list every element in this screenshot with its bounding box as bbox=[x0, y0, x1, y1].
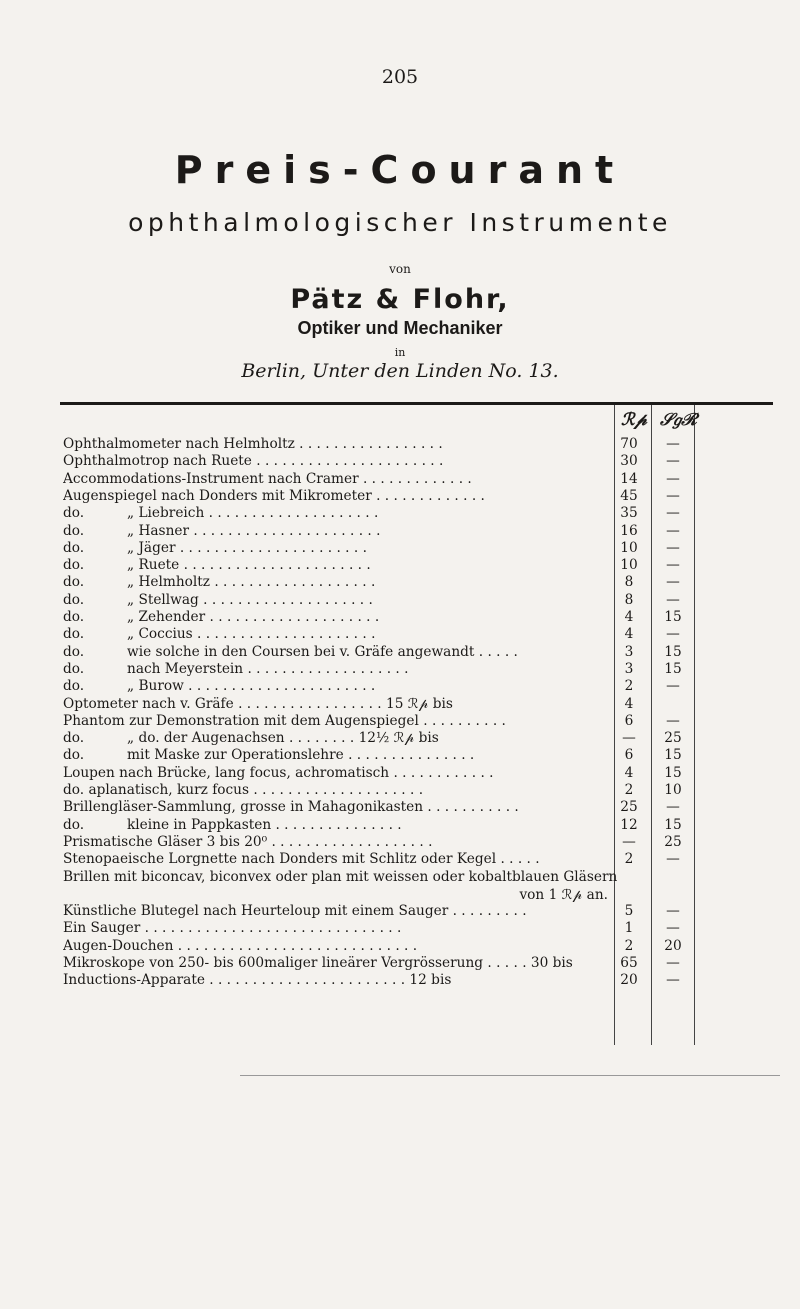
price-silbergroschen: — bbox=[666, 574, 680, 591]
price-row bbox=[63, 557, 619, 574]
price-thaler: 2 bbox=[624, 782, 634, 798]
price-row bbox=[63, 661, 619, 678]
currency-header-thaler: ℛ𝓅 bbox=[621, 410, 647, 430]
price-thaler: 45 bbox=[620, 487, 638, 504]
price-thaler: 3 bbox=[624, 643, 634, 660]
item-detail: „ do. der Augenachsen . . . . . . . . 12½ ℛ𝓅 bis bbox=[127, 730, 439, 747]
price-thaler: 8 bbox=[624, 574, 634, 591]
header-rule bbox=[60, 402, 773, 405]
price-silbergroschen: 15 bbox=[664, 643, 682, 660]
price-row bbox=[63, 592, 619, 609]
price-thaler: 30 bbox=[620, 453, 638, 470]
price-silbergroschen: — bbox=[666, 505, 680, 522]
price-row bbox=[63, 730, 619, 747]
von-label: von bbox=[389, 262, 411, 276]
item-detail: wie solche in den Coursen bei v. Gräfe angewandt . . . . . bbox=[127, 643, 518, 660]
price-silbergroschen: — bbox=[666, 799, 680, 816]
price-silbergroschen: — bbox=[666, 920, 680, 937]
price-silbergroschen bbox=[653, 869, 693, 886]
price-row bbox=[63, 903, 619, 920]
item-detail: kleine in Pappkasten . . . . . . . . . . . . . . . bbox=[127, 816, 402, 833]
price-thaler bbox=[609, 886, 649, 903]
price-row bbox=[63, 972, 619, 989]
price-silbergroschen: — bbox=[666, 487, 680, 504]
price-row bbox=[63, 523, 619, 540]
price-thaler: — bbox=[622, 730, 636, 747]
price-silbergroschen: — bbox=[666, 903, 680, 920]
firm-name: Pätz & Flohr, bbox=[290, 284, 510, 315]
price-row bbox=[63, 938, 619, 955]
price-thaler: 10 bbox=[620, 557, 638, 574]
item-detail: „ Coccius . . . . . . . . . . . . . . . . . . . . . bbox=[127, 626, 376, 643]
price-silbergroschen: 15 bbox=[664, 747, 682, 764]
price-silbergroschen: 15 bbox=[664, 764, 682, 781]
price-thaler: 10 bbox=[620, 539, 638, 556]
trade-line: Optiker und Mechaniker bbox=[297, 318, 503, 338]
item-label: do. bbox=[63, 557, 85, 574]
price-row bbox=[63, 765, 619, 782]
item-label: do. bbox=[63, 730, 85, 747]
item-label: Prismatische Gläser 3 bis 20⁰ . . . . . . . . . . . . . . . . . . . bbox=[63, 833, 433, 850]
item-detail: „ Burow . . . . . . . . . . . . . . . . . . . . . . bbox=[127, 678, 376, 695]
item-label: do. bbox=[63, 626, 85, 643]
item-label: Optometer nach v. Gräfe . . . . . . . . . . . . . . . . . 15 ℛ𝓅 bis bbox=[63, 695, 453, 712]
price-thaler: 4 bbox=[624, 609, 634, 625]
item-label: Ein Sauger . . . . . . . . . . . . . . . . . . . . . . . . . . . . . . bbox=[63, 920, 402, 937]
price-thaler: 4 bbox=[624, 695, 634, 712]
price-silbergroschen: 20 bbox=[664, 937, 682, 954]
price-silbergroschen bbox=[653, 886, 693, 903]
price-row bbox=[63, 626, 619, 643]
price-thaler: 65 bbox=[620, 955, 638, 971]
price-row bbox=[63, 609, 619, 626]
price-row bbox=[63, 574, 619, 591]
item-label: do. aplanatisch, kurz focus . . . . . . . . . . . . . . . . . . . . bbox=[63, 782, 424, 798]
price-row bbox=[63, 955, 619, 972]
item-label: do. bbox=[63, 574, 85, 591]
item-label: Augenspiegel nach Donders mit Mikrometer . . . . . . . . . . . . . bbox=[63, 487, 485, 504]
price-silbergroschen: — bbox=[666, 712, 680, 729]
item-detail: „ Zehender . . . . . . . . . . . . . . . . . . . . bbox=[127, 609, 380, 625]
price-thaler: 3 bbox=[624, 660, 634, 677]
price-row bbox=[63, 713, 619, 730]
item-detail: „ Liebreich . . . . . . . . . . . . . . . . . . . . bbox=[127, 505, 379, 522]
item-label: do. bbox=[63, 522, 85, 539]
price-row bbox=[63, 799, 619, 816]
price-silbergroschen: — bbox=[666, 955, 680, 971]
price-thaler bbox=[609, 869, 649, 886]
item-label: Phantom zur Demonstration mit dem Augenspiegel . . . . . . . . . . bbox=[63, 712, 506, 729]
price-row bbox=[63, 747, 619, 764]
item-label: Ophthalmotrop nach Ruete . . . . . . . . . . . . . . . . . . . . . . bbox=[63, 453, 444, 470]
price-silbergroschen: — bbox=[666, 436, 680, 452]
item-label: Stenopaeische Lorgnette nach Donders mit Schlitz oder Kegel . . . . . bbox=[63, 851, 540, 868]
price-thaler: — bbox=[622, 833, 636, 850]
item-detail: „ Stellwag . . . . . . . . . . . . . . . . . . . . bbox=[127, 591, 373, 608]
price-silbergroschen: — bbox=[666, 522, 680, 539]
item-label: do. bbox=[63, 660, 85, 677]
price-thaler: 16 bbox=[620, 522, 638, 539]
item-detail: „ Helmholtz . . . . . . . . . . . . . . . . . . . bbox=[127, 574, 376, 591]
item-label: do. bbox=[63, 643, 85, 660]
page-number: 205 bbox=[381, 66, 419, 88]
price-row bbox=[63, 869, 619, 886]
price-thaler: 14 bbox=[620, 470, 638, 487]
price-row bbox=[63, 436, 619, 453]
price-thaler: 20 bbox=[620, 972, 638, 989]
address-line: Berlin, Unter den Linden No. 13. bbox=[241, 360, 559, 382]
price-row bbox=[63, 817, 619, 834]
price-thaler: 2 bbox=[624, 937, 634, 954]
currency-header-silbergroschen: 𝒮𝑔ℛ bbox=[660, 410, 698, 430]
item-label: Künstliche Blutegel nach Heurteloup mit einem Sauger . . . . . . . . . bbox=[63, 903, 527, 920]
price-thaler: 12 bbox=[620, 816, 638, 833]
item-label: Mikroskope von 250- bis 600maliger lineärer Vergrösserung . . . . . 30 bis bbox=[63, 955, 573, 971]
price-row bbox=[63, 678, 619, 695]
column-divider-mid bbox=[651, 405, 652, 1045]
price-thaler: 4 bbox=[624, 764, 634, 781]
price-thaler: 1 bbox=[624, 920, 634, 937]
price-thaler: 6 bbox=[624, 747, 634, 764]
price-silbergroschen: — bbox=[666, 557, 680, 574]
item-detail: „ Hasner . . . . . . . . . . . . . . . . . . . . . . bbox=[127, 522, 381, 539]
item-label: Brillengläser-Sammlung, grosse in Mahagonikasten . . . . . . . . . . . bbox=[63, 799, 519, 816]
item-detail: nach Meyerstein . . . . . . . . . . . . . . . . . . . bbox=[127, 660, 409, 677]
price-row bbox=[63, 920, 619, 937]
item-label: do. bbox=[63, 505, 85, 522]
price-thaler: 6 bbox=[624, 712, 634, 729]
price-silbergroschen: 25 bbox=[664, 730, 682, 747]
price-row bbox=[63, 782, 619, 799]
price-row bbox=[63, 834, 619, 851]
price-thaler: 70 bbox=[620, 436, 638, 452]
item-detail: „ Ruete . . . . . . . . . . . . . . . . . . . . . . bbox=[127, 557, 371, 574]
price-silbergroschen: — bbox=[666, 851, 680, 868]
price-silbergroschen: — bbox=[666, 591, 680, 608]
item-label: do. bbox=[63, 816, 85, 833]
item-detail: „ Jäger . . . . . . . . . . . . . . . . . . . . . . bbox=[127, 539, 367, 556]
brillen-continuation: von 1 ℛ𝓅 an. bbox=[519, 887, 608, 903]
item-detail: mit Maske zur Operationslehre . . . . . . . . . . . . . . . bbox=[127, 747, 475, 764]
price-row bbox=[63, 851, 619, 868]
price-silbergroschen: — bbox=[666, 678, 680, 695]
price-thaler: 35 bbox=[620, 505, 638, 522]
price-row bbox=[63, 488, 619, 505]
price-silbergroschen bbox=[653, 696, 693, 713]
page-subtitle: ophthalmologischer Instrumente bbox=[128, 208, 672, 237]
price-silbergroschen: — bbox=[666, 453, 680, 470]
item-label: do. bbox=[63, 609, 85, 625]
column-divider-right bbox=[694, 405, 695, 1045]
price-row bbox=[63, 505, 619, 522]
item-label: Inductions-Apparate . . . . . . . . . . . . . . . . . . . . . . . 12 bis bbox=[63, 972, 452, 989]
price-silbergroschen: — bbox=[666, 626, 680, 643]
price-thaler: 2 bbox=[624, 851, 634, 868]
item-label: do. bbox=[63, 747, 85, 764]
price-row bbox=[63, 696, 619, 713]
item-label: Accommodations-Instrument nach Cramer . . . . . . . . . . . . . bbox=[63, 470, 472, 487]
price-row bbox=[63, 644, 619, 661]
price-thaler: 25 bbox=[620, 799, 638, 816]
price-silbergroschen: — bbox=[666, 470, 680, 487]
price-row bbox=[63, 540, 619, 557]
price-silbergroschen: — bbox=[666, 539, 680, 556]
item-label: do. bbox=[63, 591, 85, 608]
bottom-rule bbox=[240, 1075, 780, 1076]
price-silbergroschen: 15 bbox=[664, 609, 682, 625]
item-label: do. bbox=[63, 539, 85, 556]
price-thaler: 4 bbox=[624, 626, 634, 643]
price-row bbox=[63, 471, 619, 488]
item-label: Ophthalmometer nach Helmholtz . . . . . . . . . . . . . . . . . bbox=[63, 436, 443, 452]
price-silbergroschen: — bbox=[666, 972, 680, 989]
price-silbergroschen: 15 bbox=[664, 816, 682, 833]
item-label: Brillen mit biconcav, biconvex oder plan mit weissen oder kobaltblauen Gläsern bbox=[63, 868, 618, 885]
item-label: do. bbox=[63, 678, 85, 695]
price-silbergroschen: 25 bbox=[664, 833, 682, 850]
page-title: Preis-Courant bbox=[174, 148, 626, 192]
in-label: in bbox=[394, 346, 406, 359]
price-thaler: 8 bbox=[624, 591, 634, 608]
item-label: Loupen nach Brücke, lang focus, achromatisch . . . . . . . . . . . . bbox=[63, 764, 494, 781]
price-silbergroschen: 10 bbox=[664, 782, 682, 798]
price-silbergroschen: 15 bbox=[664, 660, 682, 677]
price-row bbox=[63, 453, 619, 470]
price-thaler: 2 bbox=[624, 678, 634, 695]
price-thaler: 5 bbox=[624, 903, 634, 920]
item-label: Augen-Douchen . . . . . . . . . . . . . . . . . . . . . . . . . . . . bbox=[63, 937, 418, 954]
